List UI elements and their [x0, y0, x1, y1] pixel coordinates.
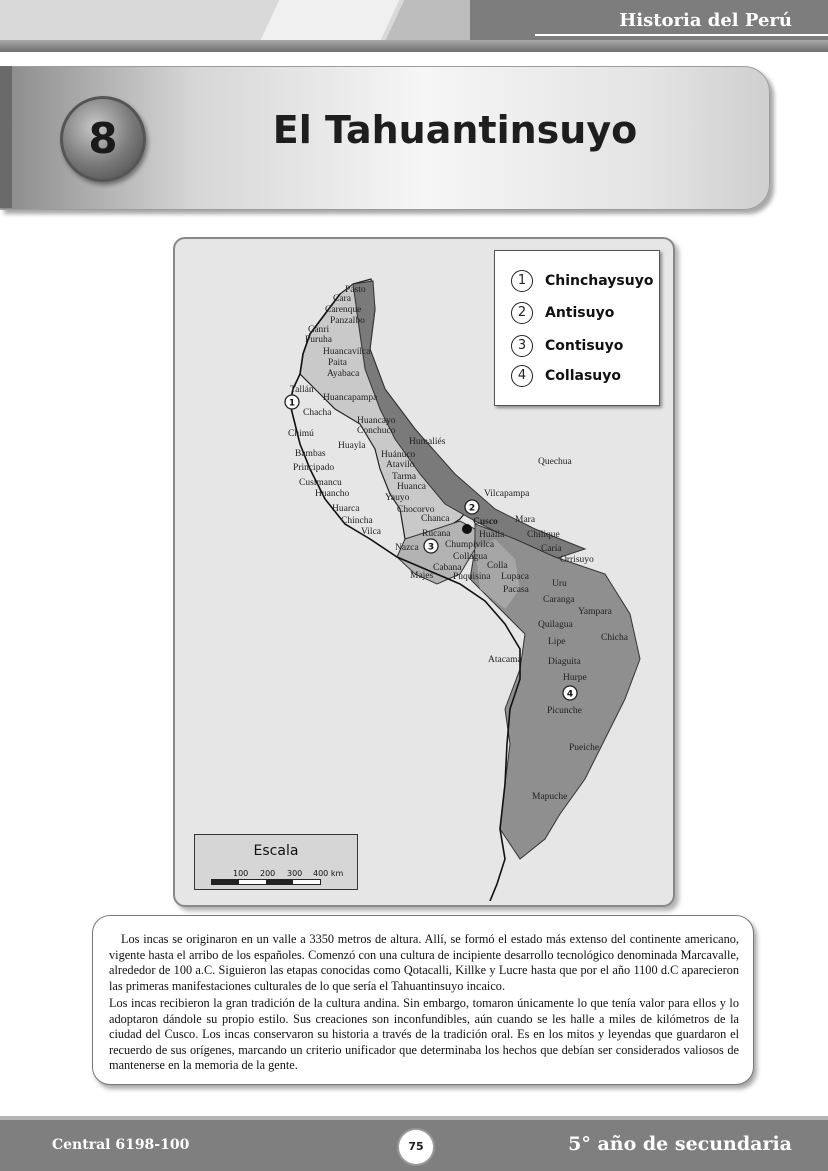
map-label: Humaliés — [409, 437, 446, 447]
map-label: Carenque — [325, 305, 362, 315]
map-label: Vilca — [361, 527, 382, 537]
description-box — [92, 915, 754, 1085]
paragraph-1: Los incas se originaron en un valle a 3350 metros de altura. Allí, se formó el estado más extenso del continente americano, vigente hasta el arribo de los españoles. Comenzó con una cultura de incipiente desarrollo tecnológico denominada Marcavalle, alrededor de 100 a.C. Siguieron las etapas conocidas como Qotacalli, Killke y Lucre hasta que por el año 1100 d.C aparecieron las primeras manifestaciones culturales de lo que sería el Tahuantinsuyo incaico. — [109, 932, 739, 993]
map-label: Cara — [333, 294, 351, 304]
map-label: Paita — [328, 358, 347, 368]
map-label: Ayabaca — [327, 369, 360, 379]
paragraph-2: Los incas recibieron la gran tradición de la cultura andina. Sin embargo, tomaron únicamente lo que tenía valor para ellos y lo adoptaron dándole su propio estilo. Sus creaciones son inconfundibles, aún cuando se les halle a miles de kilómetros de la ciudad del Cusco. Los incas conservaron su historia a través de la tradición oral. Es en los mitos y leyendas que guardaron el recuerdo de sus orígenes, marcando un criterio unificador que determinaba los hechos que debían ser considerados valiosos de mantenerse en la memoria de la gente. — [109, 996, 739, 1073]
map-label: Mara — [515, 515, 536, 525]
map-label: Tallán — [290, 385, 314, 395]
map-label: Chimú — [288, 429, 314, 439]
footer-grade: 5° año de secundaria — [568, 1133, 792, 1155]
map-label: Chumpivilca — [445, 540, 495, 550]
map-label: Yampara — [578, 607, 612, 617]
map-label: Pacasa — [503, 585, 529, 595]
map-label: Chanca — [421, 514, 450, 524]
map-label: Picunche — [547, 706, 582, 716]
map-label: Collagua — [453, 552, 488, 562]
map-label: Chicha — [601, 633, 628, 643]
map-label: Quilagua — [538, 620, 573, 630]
map-label: Principado — [293, 463, 335, 473]
legend-label: Chinchaysuyo — [545, 273, 654, 289]
map-label: Caria — [541, 544, 562, 554]
footer-phone: Central 6198-100 — [52, 1137, 190, 1153]
page-number: 75 — [397, 1128, 435, 1166]
legend-number: 2 — [511, 302, 533, 324]
map-label: Lipe — [548, 637, 566, 647]
map-label: Chincha — [341, 516, 373, 526]
map-label: Diaguita — [548, 657, 581, 667]
map-label: Cusco — [473, 517, 498, 527]
map-label: Huarca — [332, 504, 360, 514]
region-marker-number: 2 — [468, 503, 476, 514]
map-label: Huancayo — [357, 416, 396, 426]
map-label: Atacama — [488, 655, 522, 665]
map-label: Uru — [552, 579, 567, 589]
header-stripe — [261, 0, 400, 40]
map-label: Huanca — [397, 482, 427, 492]
scale-title: Escala — [253, 843, 299, 859]
map-label: Pueiche — [569, 743, 600, 753]
map-scale — [194, 834, 358, 890]
map-label: Bambas — [295, 449, 326, 459]
header-rule — [535, 34, 828, 36]
map-label: Chocorvo — [397, 505, 435, 515]
legend-label: Collasuyo — [545, 368, 621, 384]
map-label: Hurpe — [563, 673, 587, 683]
map-label: Majes — [410, 571, 434, 581]
subject-title: Historia del Perú — [619, 10, 792, 31]
legend-item — [511, 334, 623, 358]
scale-tick: 300 — [287, 869, 303, 878]
map-label: Huánuco — [381, 450, 416, 460]
map-label: Colla — [487, 561, 508, 571]
map-label: Huayla — [338, 441, 366, 451]
map-label: Cusimancu — [299, 478, 342, 488]
map-label: Vilcapampa — [484, 489, 530, 499]
scale-tick: 200 — [260, 869, 276, 878]
map-label: Yauyo — [385, 493, 410, 503]
map-label: Puquisina — [453, 572, 491, 582]
header-underline — [0, 40, 828, 52]
legend-label: Antisuyo — [545, 305, 615, 321]
map-legend — [494, 250, 660, 406]
map-label: Caranga — [543, 595, 575, 605]
map-label: Quechua — [538, 457, 572, 467]
banner-edge — [0, 66, 12, 208]
map-label: Panzalbo — [330, 316, 365, 326]
legend-item — [511, 301, 614, 325]
map-label: Chilique — [527, 530, 560, 540]
chapter-number: 8 — [88, 114, 118, 163]
map-label: Tarma — [392, 472, 417, 482]
map-label: Orrisuyo — [560, 555, 594, 565]
region-marker-number: 3 — [427, 542, 435, 553]
map-label: Huancho — [315, 489, 350, 499]
scale-tick: 400 km — [313, 869, 344, 878]
map-label: Lupaca — [501, 572, 529, 582]
scale-tick: 100 — [233, 869, 249, 878]
map-label: Canri — [308, 325, 330, 335]
legend-item — [511, 269, 653, 293]
legend-number: 3 — [511, 335, 533, 357]
map-label: Puruha — [305, 335, 332, 345]
map-label: Atavilo — [386, 460, 415, 470]
map-label: Chacha — [303, 408, 332, 418]
map-label: Huancavilca — [323, 347, 371, 357]
map-label: Nazca — [395, 543, 419, 553]
scale-bar — [211, 879, 321, 885]
region-marker-number: 1 — [288, 398, 296, 409]
map-label: Hualla — [479, 530, 505, 540]
map-label: Cabana — [433, 563, 462, 573]
map-label: Huancapampa — [323, 393, 378, 403]
map-label: Rucana — [422, 529, 451, 539]
legend-number: 1 — [511, 270, 533, 292]
cusco-marker — [462, 524, 472, 534]
legend-number: 4 — [511, 365, 533, 387]
chapter-title: El Tahuantinsuyo — [272, 108, 638, 152]
map-label: Conchuco — [357, 426, 396, 436]
legend-label: Contisuyo — [545, 338, 624, 354]
map-label: Mapuche — [532, 792, 568, 802]
legend-item — [511, 364, 621, 388]
region-marker-number: 4 — [566, 689, 574, 700]
map-label: Pasto — [345, 285, 366, 295]
